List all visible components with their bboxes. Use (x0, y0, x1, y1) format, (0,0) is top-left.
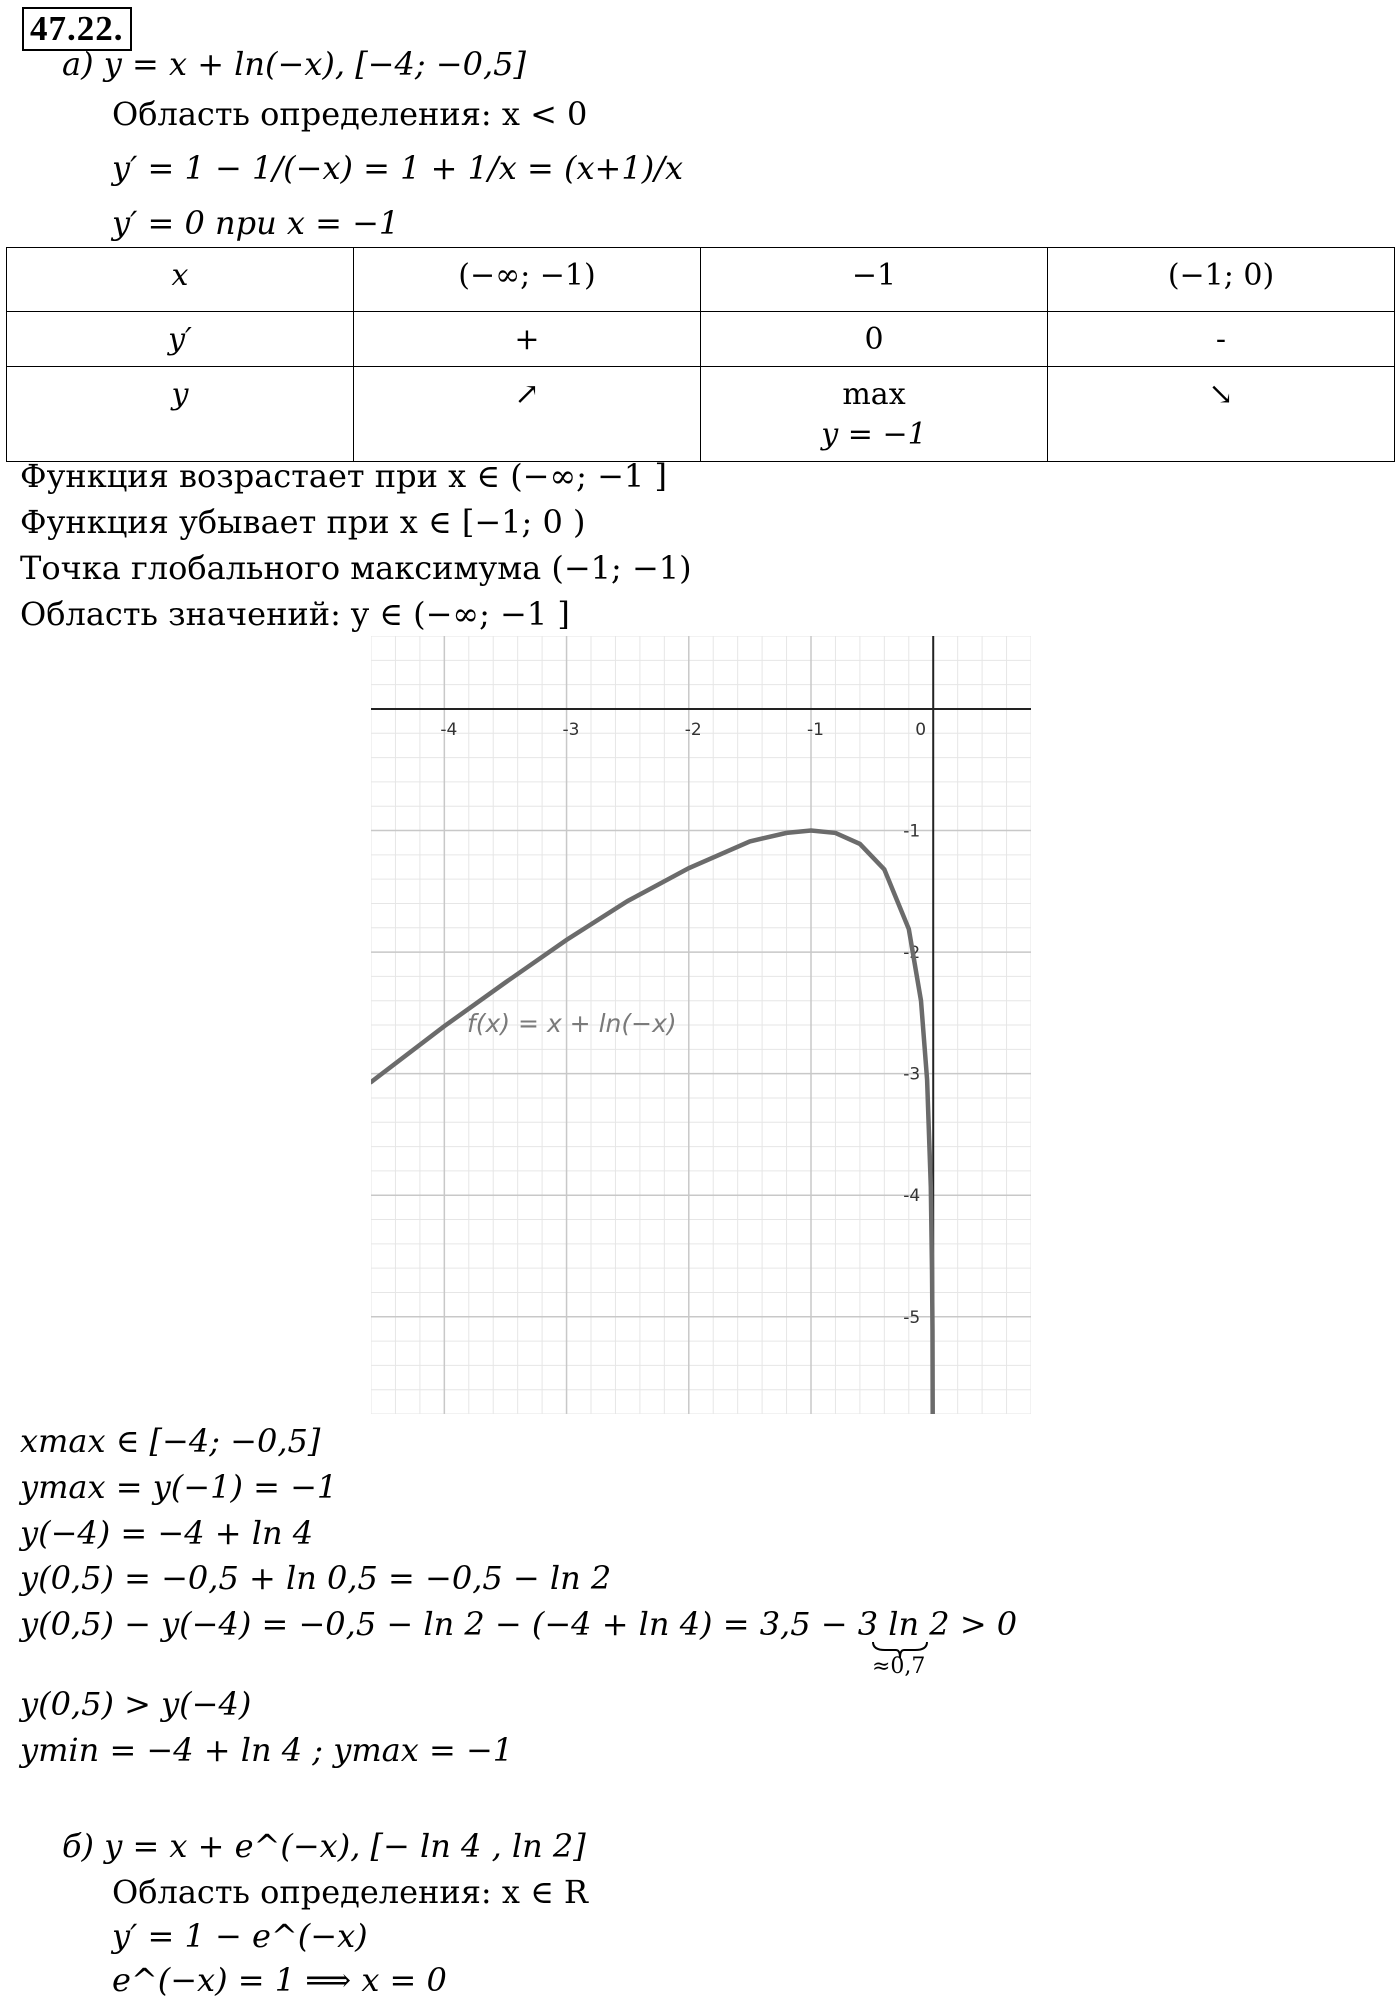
x-tick-label: -3 (562, 719, 580, 740)
result-line: xmax ∈ [−4; −0,5] (20, 1422, 321, 1460)
brace-label: ≈0,7 (872, 1654, 926, 1679)
y-tick-label: -4 (903, 1186, 921, 1207)
part-a-title: а) y = x + ln(−x), [−4; −0,5] (62, 45, 526, 83)
y-tick-label: -1 (903, 821, 921, 842)
problem-number: 47.22. (22, 7, 132, 51)
conclusion-line: Функция убывает при x ∈ [−1; 0 ) (20, 503, 586, 541)
x-tick-label: -2 (684, 719, 702, 740)
y-tick-label: -5 (903, 1307, 921, 1328)
table-row (7, 312, 1395, 367)
part-a-domain: Область определения: x < 0 (112, 95, 588, 133)
part-b-domain: Область определения: x ∈ R (112, 1873, 589, 1911)
x-tick-label: 0 (915, 719, 927, 740)
part-a-critical: y′ = 0 при x = −1 (112, 204, 400, 242)
table-cell: x (7, 248, 354, 312)
table-cell: - (1048, 312, 1395, 367)
part-b-title: б) y = x + e^(−x), [− ln 4 , ln 2] (62, 1827, 586, 1865)
table-cell: y′ (7, 312, 354, 367)
table-cell: (−∞; −1) (354, 248, 701, 312)
table-row (7, 248, 1395, 312)
conclusion-line: Область значений: y ∈ (−∞; −1 ] (20, 595, 570, 633)
max-label: max (842, 377, 906, 412)
result-line: y(0,5) − y(−4) = −0,5 − ln 2 − (−4 + ln 4) = 3,5 − 3 ln 2 > 0 (20, 1605, 1018, 1643)
result-line: y(0,5) = −0,5 + ln 0,5 = −0,5 − ln 2 (20, 1559, 612, 1597)
table-cell: ↗ (354, 367, 701, 462)
table-cell: ↘ (1048, 367, 1395, 462)
max-value: y = −1 (821, 417, 927, 452)
function-graph (371, 636, 1031, 1414)
result-line: ymax = y(−1) = −1 (20, 1468, 338, 1506)
table-row (7, 367, 1395, 462)
table-cell (701, 367, 1048, 462)
table-cell: y (7, 367, 354, 462)
result-line: y(0,5) > y(−4) (20, 1685, 252, 1723)
monotonicity-table (6, 247, 1395, 462)
table-cell: 0 (701, 312, 1048, 367)
part-b-critical: e^(−x) = 1 ⟹ x = 0 (112, 1961, 447, 1999)
result-line: ymin = −4 + ln 4 ; ymax = −1 (20, 1731, 514, 1769)
table-cell: −1 (701, 248, 1048, 312)
conclusion-line: Функция возрастает при x ∈ (−∞; −1 ] (20, 457, 667, 495)
y-tick-label: -2 (903, 943, 921, 964)
result-line: y(−4) = −4 + ln 4 (20, 1514, 314, 1552)
function-label: f(x) = x + ln(−x) (467, 1009, 677, 1038)
conclusion-line: Точка глобального максимума (−1; −1) (20, 549, 692, 587)
x-tick-label: -1 (807, 719, 824, 740)
table-cell: (−1; 0) (1048, 248, 1395, 312)
table-cell: + (354, 312, 701, 367)
part-b-derivative: y′ = 1 − e^(−x) (112, 1917, 368, 1955)
y-tick-label: -3 (903, 1064, 921, 1085)
x-tick-label: -4 (440, 719, 458, 740)
part-a-derivative: y′ = 1 − 1/(−x) = 1 + 1/x = (x+1)/x (112, 149, 684, 187)
